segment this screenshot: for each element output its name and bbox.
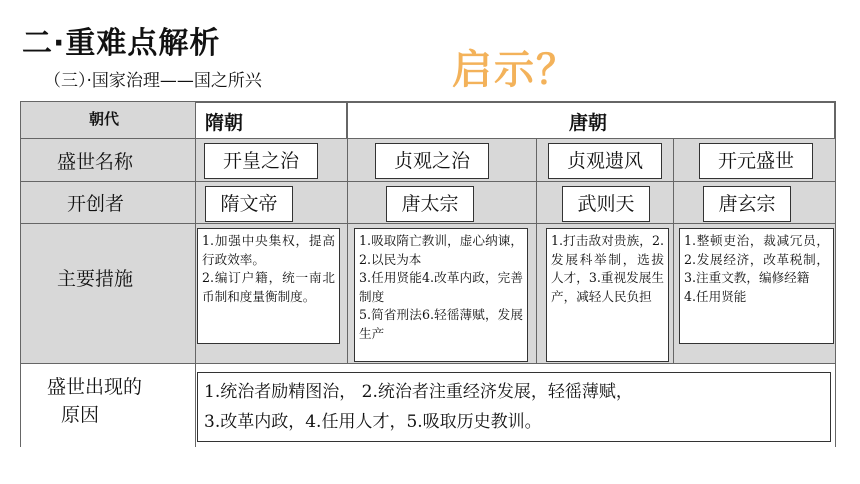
measures-box-taizong (354, 228, 528, 362)
row-label-founder: 开创者 (67, 193, 125, 215)
reason-line: 3.改革内政，4.任用人才，5.吸取历史教训。 (204, 412, 542, 432)
measure-item: 1.打击敌对贵族，2.发展科举制，选拔人才，3.重视发展生产，减轻人民负担 (551, 233, 664, 304)
dynasty-comparison-table (20, 101, 836, 447)
founder-box: 武则天 (562, 186, 650, 222)
header-label-tang: 唐朝 (569, 112, 608, 134)
founder-box: 隋文帝 (205, 186, 293, 222)
row-label-reason-1: 盛世出现的 (47, 376, 143, 398)
header-label-sui: 隋朝 (205, 112, 244, 134)
grid-line (673, 138, 674, 363)
prosperity-box: 开皇之治 (204, 143, 318, 179)
grid-line (195, 102, 196, 447)
prosperity-box: 开元盛世 (699, 143, 813, 179)
header-label-dynasty: 朝代 (89, 110, 120, 128)
reason-line: 1.统治者励精图治， 2.统治者注重经济发展，轻徭薄赋， (204, 382, 633, 402)
measure-item: 3.任用贤能4.改革内政，完善制度 (359, 270, 523, 304)
measures-box-xuanzong (679, 228, 834, 344)
grid-line (21, 138, 835, 139)
measure-item: 2.编订户籍，统一南北币制和度量衡制度。 (202, 270, 335, 304)
reason-box (197, 372, 831, 442)
measure-item: 1.吸取隋亡教训，虚心纳谏，2.以民为本 (359, 233, 523, 267)
founder-box: 唐玄宗 (703, 186, 791, 222)
prosperity-box: 贞观遗风 (548, 143, 662, 179)
measure-item: 1.加强中央集权，提高行政效率。 (202, 233, 335, 267)
measure-item: 5.简省刑法6.轻徭薄赋，发展生产 (359, 307, 523, 341)
prosperity-box: 贞观之治 (375, 143, 489, 179)
grid-line (21, 223, 835, 224)
grid-line (21, 363, 835, 364)
row-label-prosperity: 盛世名称 (57, 151, 134, 173)
founder-box: 唐太宗 (386, 186, 474, 222)
row-label-measures: 主要措施 (57, 268, 134, 290)
measures-box-sui (197, 228, 340, 344)
grid-line (347, 102, 348, 363)
measure-item: 1.整顿吏治，裁减冗员，2.发展经济，改革税制，3.注重文教，编修经籍 (684, 233, 829, 286)
grid-line (21, 181, 835, 182)
subsection-heading: （三）·国家治理——国之所兴 (44, 71, 262, 91)
grid-line (536, 138, 537, 363)
row-label-reason-2: 原因 (61, 404, 100, 426)
measure-item: 4.任用贤能 (684, 288, 747, 304)
section-heading: 二·重难点解析 (22, 26, 221, 61)
hint-text: 启示？ (452, 47, 578, 93)
measures-box-wuzetian (546, 228, 669, 362)
